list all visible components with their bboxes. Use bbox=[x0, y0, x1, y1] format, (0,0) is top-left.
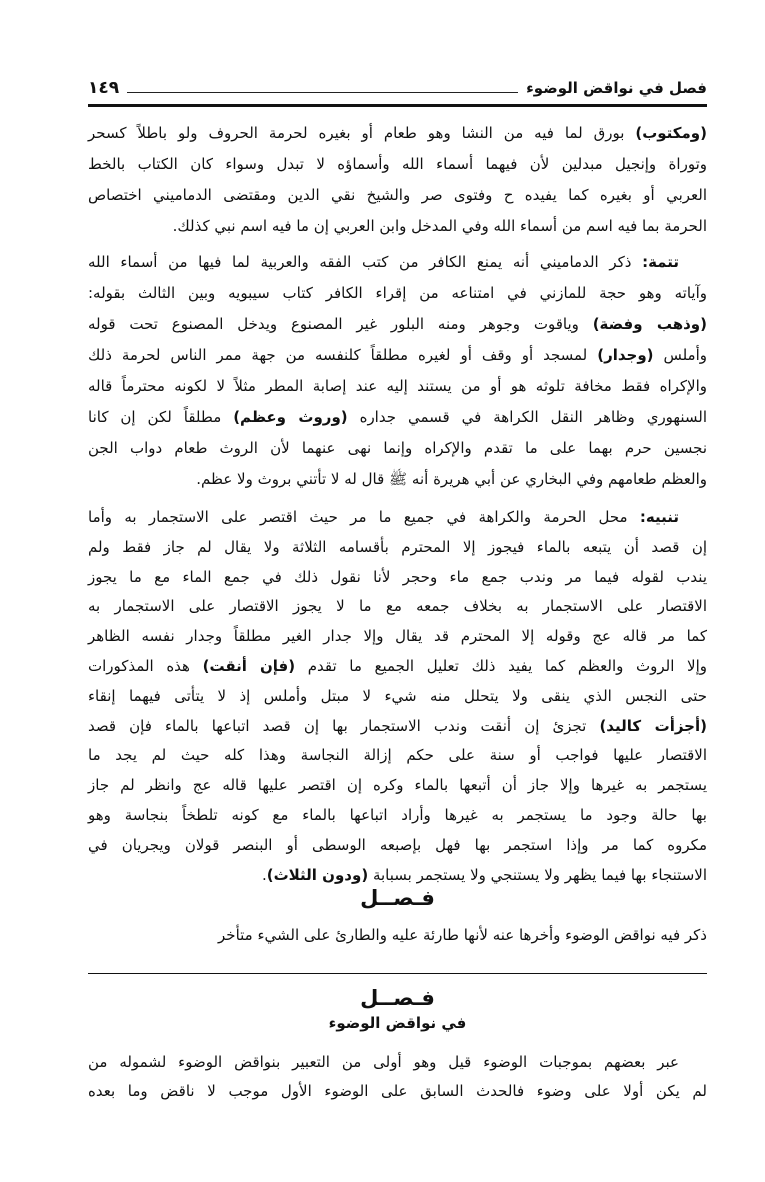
bold-term: (وجدار) bbox=[597, 346, 654, 364]
bold-term: (أجزأت كاليد) bbox=[599, 716, 707, 735]
text-segment: وآياته وهو حجة للمازني في امتناعه من إقراء الكافر كتاب سيبويه وبين الثالث بقوله: bbox=[88, 284, 707, 302]
text-segment: مكروه كما مر وإذا استجمر بها فهل بإصبعه الوسطى أو البنصر قولان ويجريان في bbox=[88, 835, 707, 854]
text-segment: حتى النجس الذي ينقى ولا يتحلل منه شيء لا مبتل وأملس إذ لا يتأتى فيهما إنقاء bbox=[88, 686, 707, 705]
header-rule bbox=[88, 104, 707, 107]
text-line bbox=[88, 503, 707, 533]
text-line bbox=[88, 622, 707, 652]
section-separator-rule bbox=[88, 973, 707, 974]
text-line bbox=[88, 180, 707, 211]
text-segment: كما مر قاله عج وقوله إلا المحترم قد يقال وإلا جدار الغير مطلقاً وجدار نفسه الظاهر bbox=[88, 627, 707, 646]
header-divider bbox=[127, 92, 518, 93]
text-segment: عبر بعضهم بموجبات الوضوء قيل وهو أولى من التعبير بنواقض الوضوء لشموله من bbox=[88, 1053, 679, 1071]
text-segment: الاستنجاء بها فيما يظهر ولا يستنجي ولا يستجمر بسبابة bbox=[368, 865, 707, 884]
text-segment: تجزئ إن أنقت وندب الاستجمار بها إن قصد اتباعها بالماء فإن قصد bbox=[88, 716, 600, 735]
paragraph-tanbih bbox=[88, 503, 707, 890]
chapter-heading-fasl: فـصــل bbox=[360, 986, 435, 1010]
text-segment: يندب لقوله فيما مر وندب جمع ماء وحجر لأنا نقول ذلك في جمع الماء مع ما يجوز bbox=[88, 567, 707, 586]
text-segment: لم يكن أولا على وضوء فالحدث السابق على الوضوء الأول موجب لا ناقض وما بعده bbox=[88, 1082, 707, 1100]
bold-term: تنبيه: bbox=[639, 508, 679, 526]
text-segment: العربي أو بغيره كما يفيده ح وفتوى صر والشيخ نقي الدين ومقتضى الدماميني اختصاص bbox=[88, 186, 707, 204]
page-number: ١٤٩ bbox=[88, 78, 120, 98]
paragraph-chapter-body bbox=[88, 1048, 707, 1106]
text-line bbox=[88, 801, 707, 831]
text-line bbox=[88, 533, 707, 563]
text-segment: وياقوت وجوهر ومنه البلور غير المصنوع ويدخل المصنوع تحت قوله bbox=[88, 315, 593, 333]
text-line bbox=[88, 433, 707, 464]
text-line bbox=[88, 340, 707, 371]
text-line bbox=[88, 1048, 707, 1077]
text-segment: لمسجد أو وقف أو لغيره مطلقاً كلنفسه من جهة ممر الناس لحرمة ذلك bbox=[88, 346, 598, 364]
text-line bbox=[88, 1077, 707, 1106]
text-segment: محل الحرمة والكراهة في جميع ما مر حيث اقتصر على الاستجمار به وأما bbox=[88, 508, 640, 526]
text-line bbox=[88, 247, 707, 278]
bold-term: (وذهب وفضة) bbox=[592, 315, 707, 333]
text-line bbox=[88, 464, 707, 495]
text-line bbox=[88, 652, 707, 682]
paragraph-continuation bbox=[88, 118, 707, 242]
text-segment: وأملس bbox=[653, 346, 708, 364]
text-line bbox=[88, 211, 707, 242]
text-line bbox=[88, 118, 707, 149]
text-line bbox=[88, 592, 707, 622]
paragraph-tatimma bbox=[88, 247, 707, 495]
text-line bbox=[88, 371, 707, 402]
bold-term: (فإن أنقت) bbox=[202, 656, 296, 675]
text-segment: الاقتصار عليها فواجب أو سنة على حكم إزالة النجاسة وهذا كله حيث لم يجد ما bbox=[88, 746, 707, 765]
bold-term: (ومكتوب) bbox=[635, 124, 707, 142]
text-line bbox=[88, 149, 707, 180]
section-heading-fasl: فـصــل bbox=[360, 886, 435, 910]
text-line bbox=[88, 309, 707, 340]
running-header-title: فصل في نواقض الوضوء bbox=[526, 79, 707, 97]
bold-term: تتمة: bbox=[642, 253, 679, 271]
text-segment: السنهوري وظاهر النقل الكراهة في قسمي جداره bbox=[347, 408, 707, 426]
text-segment: ذكر الدماميني أنه يمنع الكافر من كتب الفقه والعربية لما فيها من أسماء الله bbox=[88, 253, 643, 271]
bold-term: (ودون الثلاث) bbox=[266, 865, 369, 884]
text-line bbox=[88, 278, 707, 309]
text-line bbox=[88, 831, 707, 861]
bold-term: (وروث وعظم) bbox=[233, 408, 348, 426]
section-intro-text: ذكر فيه نواقض الوضوء وأخرها عنه لأنها طارئة عليه والطارئ على الشيء متأخر bbox=[218, 926, 707, 944]
text-segment: والإكراه فقط مخافة تلوثه هو أو من يستند إليه عند إصابة المطر مثلاً لا لكونه محترماً قاله bbox=[88, 377, 707, 395]
text-segment: إن قصد أن يتبعه بالماء فيجوز إلا المحترم بأقسامه الثلاثة ولا يقال لم جاز فقط ولم bbox=[88, 537, 707, 556]
text-line bbox=[88, 563, 707, 593]
text-segment: بورق لما فيه من النشا وهو طعام أو بغيره لحرمة الحروف ولو باطلاً كسحر bbox=[88, 124, 636, 142]
text-segment: والعظم طعامهم وفي البخاري عن أبي هريرة أنه ﷺ قال له لا تأتني بروث ولا عظم. bbox=[196, 470, 707, 488]
text-line bbox=[88, 771, 707, 801]
text-segment: هذه المذكورات bbox=[88, 656, 203, 675]
text-line bbox=[88, 741, 707, 771]
running-header bbox=[88, 74, 707, 102]
text-segment: الاقتصار على الاستجمار به بخلاف جمعه مع ما لا يجوز الاقتصار على الاستجمار به bbox=[88, 597, 707, 616]
text-segment: . bbox=[261, 865, 267, 884]
chapter-subtitle: في نواقض الوضوء bbox=[328, 1014, 467, 1032]
text-segment: وتوراة وإنجيل مبدلين لأن فيهما أسماء الله وأسماؤه لا تبدل وسواء كان الكتاب بالخط bbox=[88, 155, 707, 173]
text-line bbox=[88, 712, 707, 742]
text-segment: وإلا الروث والعظم كما يفيد ذلك تعليل الجميع ما تقدم bbox=[295, 656, 707, 675]
text-line bbox=[88, 682, 707, 712]
text-segment: نجسين حرم بهما على ما تقدم والإكراه وإنما نهى عنهما لأن الروث طعام دواب الجن bbox=[88, 439, 707, 457]
text-segment: مطلقاً لكن إن كانا bbox=[88, 408, 234, 426]
text-segment: بها حالة وجود ما يستجمر به غيرها وأراد اتباعها بالماء مع كونه تلطخاً بنجاسة وهو bbox=[88, 805, 707, 824]
text-segment: يستجمر به غيرها وإلا جاز أن أتبعها بالماء وكره إن اقتصر عليها قاله عج وانظر لم جاز bbox=[88, 776, 707, 795]
text-segment: الحرمة بما فيه اسم من أسماء الله وفي المدخل وابن العربي إن ما فيه اسم نبي كذلك. bbox=[172, 217, 707, 235]
text-line bbox=[88, 402, 707, 433]
